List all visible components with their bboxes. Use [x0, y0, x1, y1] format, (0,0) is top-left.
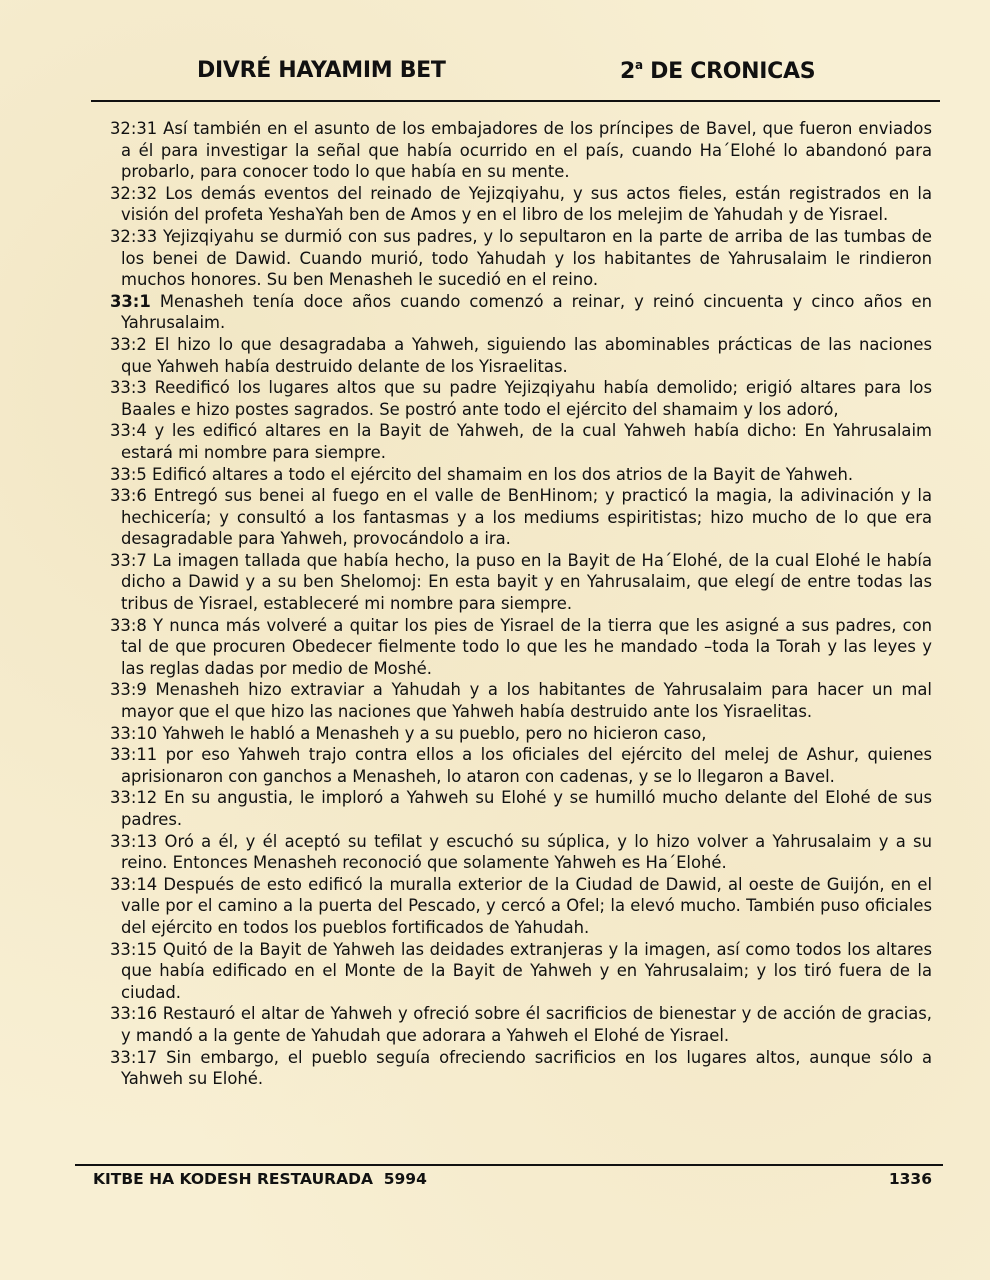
verse-number: 33:8 [110, 615, 147, 635]
verse [110, 118, 932, 183]
verse [110, 939, 932, 1004]
verse-number: 33:9 [110, 680, 147, 700]
verse-text: Entregó sus benei al fuego en el valle de BenHinom; y practicó la magia, la adivinación y la hechicería; y consultó a los fantasmas y a los mediums espiritistas; hizo mucho de lo que era desagradable para Yahweh, provocándolo a ira. [121, 486, 932, 549]
verse-text: El hizo lo que desagradaba a Yahweh, siguiendo las abominables prácticas de las naciones que Yahweh había destruido delante de los Yisraelitas. [121, 334, 932, 376]
verse [110, 183, 932, 226]
verse-number: 33:12 [110, 788, 158, 808]
book-title-spanish [620, 58, 815, 84]
verse-number: 33:11 [110, 745, 158, 765]
footer-divider [75, 1164, 943, 1166]
book-number: 2 [620, 59, 636, 84]
verse-text: Los demás eventos del reinado de Yejizqiyahu, y sus actos fieles, están registrados en la visión del profeta YeshaYah ben de Amos y en el libro de los melejim de Yahudah y de Yisrael. [121, 183, 932, 225]
verse-text: Restauró el altar de Yahweh y ofreció sobre él sacrificios de bienestar y de acción de gracias, y mandó a la gente de Yahudah que adorara a Yahweh el Elohé de Yisrael. [121, 1004, 932, 1045]
verse-text: Yejizqiyahu se durmió con sus padres, y lo sepultaron en la parte de arriba de las tumbas de los benei de Dawid. Cuando murió, todo Yahudah y los habitantes de Yahrusalaim le rindieron muchos honores. Su ben Menasheh le sucedió en el reino. [121, 226, 932, 290]
verse-text: Reedificó los lugares altos que su padre Yejizqiyahu había demolido; erigió altares para los Baales e hizo postes sagrados. Se postró ante todo el ejército del shamaim y los adoró, [121, 378, 932, 419]
book-title-text: DE CRONICAS [642, 59, 816, 84]
verse [110, 464, 932, 486]
verse-number: 33:2 [110, 334, 147, 354]
verse [110, 377, 932, 420]
verse [110, 334, 932, 377]
verse-number: 33:16 [110, 1004, 158, 1024]
verse [110, 485, 932, 550]
verse [110, 831, 932, 874]
verse [110, 723, 932, 745]
footer-collection-title: KITBE HA KODESH RESTAURADA 5994 [93, 1170, 427, 1188]
verse-number: 33:4 [110, 421, 147, 441]
book-title-hebrew: DIVRÉ HAYAMIM BET [197, 58, 446, 83]
page-header [0, 58, 990, 94]
verse [110, 420, 932, 463]
verse-text: Y nunca más volveré a quitar los pies de Yisrael de la tierra que les asigné a sus padres, con tal de que procuren Obedecer fielmente todo lo que les he mandado –toda la Torah y las leyes y las reglas dadas por medio de Moshé. [121, 615, 932, 678]
verse-text: Después de esto edificó la muralla exterior de la Ciudad de Dawid, al oeste de Guijón, en el valle por el camino a la puerta del Pescado, y cercó a Ofel; la elevó mucho. También puso oficiales del ejército en todos los pueblos fortificados de Yahudah. [121, 874, 932, 937]
verse-number: 32:32 [110, 183, 158, 203]
page-number: 1336 [888, 1170, 932, 1188]
verse [110, 1003, 932, 1046]
verse [110, 550, 932, 615]
verse-text: y les edificó altares en la Bayit de Yahweh, de la cual Yahweh había dicho: En Yahrusalaim estará mi nombre para siempre. [121, 421, 932, 462]
verse-number: 33:15 [110, 939, 158, 959]
verse-number: 32:33 [110, 226, 158, 246]
verse [110, 291, 932, 334]
verse-number: 33:17 [110, 1047, 158, 1067]
verse-number: 33:13 [110, 831, 158, 851]
verse-text: Sin embargo, el pueblo seguía ofreciendo sacrificios en los lugares altos, aunque sólo a Yahweh su Elohé. [121, 1047, 932, 1089]
verse-number: 32:31 [110, 119, 158, 138]
verse-text: por eso Yahweh trajo contra ellos a los oficiales del ejército del melej de Ashur, quienes aprisionaron con ganchos a Menasheh, lo ataron con cadenas, y se lo llegaron a Bavel. [121, 745, 932, 786]
verse-text: Menasheh hizo extraviar a Yahudah y a los habitantes de Yahrusalaim para hacer un mal mayor que el que hizo las naciones que Yahweh había destruido ante los Yisraelitas. [121, 680, 932, 722]
verse [110, 615, 932, 680]
header-divider [91, 100, 940, 102]
verse [110, 1047, 932, 1090]
verse-number: 33:6 [110, 486, 147, 506]
verse-number: 33:1 [110, 291, 151, 311]
verse-number: 33:7 [110, 550, 147, 570]
verse [110, 787, 932, 830]
verse-text: Edificó altares a todo el ejército del shamaim en los dos atrios de la Bayit de Yahweh. [146, 464, 854, 484]
verse-text: Menasheh tenía doce años cuando comenzó a reinar, y reinó cincuenta y cinco años en Yahrusalaim. [121, 291, 932, 333]
page-footer [0, 1170, 990, 1194]
verse-text: Quitó de la Bayit de Yahweh las deidades extranjeras y la imagen, así como todos los altares que había edificado en el Monte de la Bayit de Yahweh y en Yahrusalaim; y los tiró fuera de la ciudad. [121, 939, 932, 1002]
verse-number: 33:3 [110, 378, 147, 398]
verse [110, 226, 932, 291]
verse-number: 33:5 [110, 464, 147, 484]
verse-number: 33:10 [110, 723, 158, 743]
verse-list [110, 118, 932, 1090]
verse [110, 679, 932, 722]
verse-text: La imagen tallada que había hecho, la puso en la Bayit de Ha´Elohé, de la cual Elohé le había dicho a Dawid y a su ben Shelomoj: En esta bayit y en Yahrusalaim, que elegí de entre todas las tribus de Yisrael, estableceré mi nombre para siempre. [121, 550, 932, 614]
verse-text: Oró a él, y él aceptó su tefilat y escuchó su súplica, y lo hizo volver a Yahrusalaim y a su reino. Entonces Menasheh reconoció que solamente Yahweh es Ha´Elohé. [121, 831, 932, 873]
verse [110, 744, 932, 787]
book-number-ordinal: a [635, 58, 643, 72]
verse-text: Yahweh le habló a Menasheh y a su pueblo, pero no hicieron caso, [157, 723, 707, 743]
verse-text: Así también en el asunto de los embajadores de los príncipes de Bavel, que fueron enviados a él para investigar la señal que había ocurrido en el país, cuando Ha´Elohé lo abandonó para probarlo, para conocer todo lo que había en su mente. [121, 119, 932, 182]
verse-text: En su angustia, le imploró a Yahweh su Elohé y se humilló mucho delante del Elohé de sus padres. [121, 788, 932, 829]
verse-number: 33:14 [110, 874, 158, 894]
verse [110, 874, 932, 939]
